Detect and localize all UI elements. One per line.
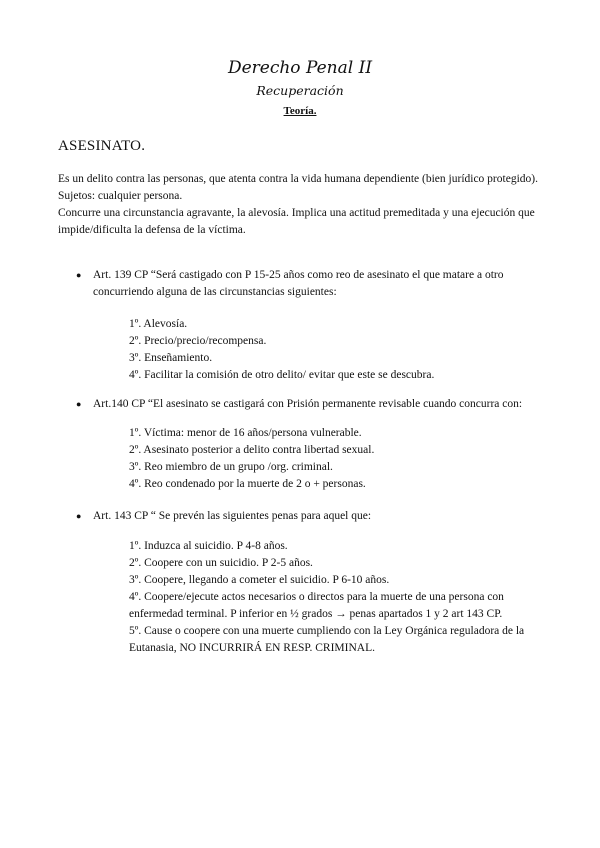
intro-block bbox=[58, 171, 546, 239]
list-item: 3º. Enseñamiento. bbox=[129, 352, 213, 364]
list-item: 4º. Facilitar la comisión de otro delito/ evitar que este se descubra. bbox=[129, 369, 435, 381]
article-text: Art.140 CP “El asesinato se castigará con Prisión permanente revisable cuando concurra con: bbox=[93, 398, 523, 410]
list-item: 1º. Induzca al suicidio. P 4-8 años. bbox=[129, 540, 288, 552]
topic-heading: ASESINATO. bbox=[58, 138, 146, 154]
article-143-items bbox=[129, 538, 549, 657]
article-text: Art. 139 CP “Será castigado con P 15-25 años como reo de asesinato el que matare a otro concurriendo alguna de las circunstancias siguientes: bbox=[93, 269, 504, 298]
list-item: 3º. Coopere, llegando a cometer el suicidio. P 6-10 años. bbox=[129, 574, 390, 586]
document-subtitle: Recuperación bbox=[256, 83, 344, 98]
document-title: Derecho Penal II bbox=[227, 58, 373, 78]
list-item: 2º. Asesinato posterior a delito contra libertad sexual. bbox=[129, 444, 375, 456]
list-item: 5º. Cause o coopere con una muerte cumpliendo con la Ley Orgánica reguladora de la Eutanasia, NO INCURRIRÁ EN RESP. CRIMINAL. bbox=[129, 625, 525, 654]
article-140-items bbox=[129, 425, 549, 493]
intro-paragraph: Sujetos: cualquier persona. bbox=[58, 190, 183, 202]
list-item: 2º. Coopere con un suicidio. P 2-5 años. bbox=[129, 557, 313, 569]
list-item: 2º. Precio/precio/recompensa. bbox=[129, 335, 267, 347]
bullet-icon: ● bbox=[76, 399, 82, 409]
article-139-items bbox=[129, 316, 549, 384]
bullet-icon: ● bbox=[76, 511, 82, 521]
list-item: 1º. Víctima: menor de 16 años/persona vulnerable. bbox=[129, 427, 362, 439]
article-140 bbox=[76, 396, 548, 413]
article-text: Art. 143 CP “ Se prevén las siguientes penas para aquel que: bbox=[93, 510, 372, 522]
list-item: 4º. Reo condenado por la muerte de 2 o + personas. bbox=[129, 478, 366, 490]
intro-paragraph: Es un delito contra las personas, que atenta contra la vida humana dependiente (bien jurídico protegido). bbox=[58, 173, 538, 185]
bullet-icon: ● bbox=[76, 270, 82, 280]
intro-paragraph: Concurre una circunstancia agravante, la alevosía. Implica una actitud premeditada y una ejecución que impide/dificulta la defensa de la víctima. bbox=[58, 207, 535, 236]
list-item: 4º. Coopere/ejecute actos necesarios o directos para la muerte de una persona con enfermedad terminal. P inferior en ½ grados → penas apartados 1 y 2 art 143 CP. bbox=[129, 591, 504, 620]
list-item: 1º. Alevosía. bbox=[129, 318, 188, 330]
list-item: 3º. Reo miembro de un grupo /org. criminal. bbox=[129, 461, 333, 473]
article-139 bbox=[76, 267, 548, 301]
article-143 bbox=[76, 508, 548, 525]
section-label: Teoría. bbox=[283, 105, 317, 117]
